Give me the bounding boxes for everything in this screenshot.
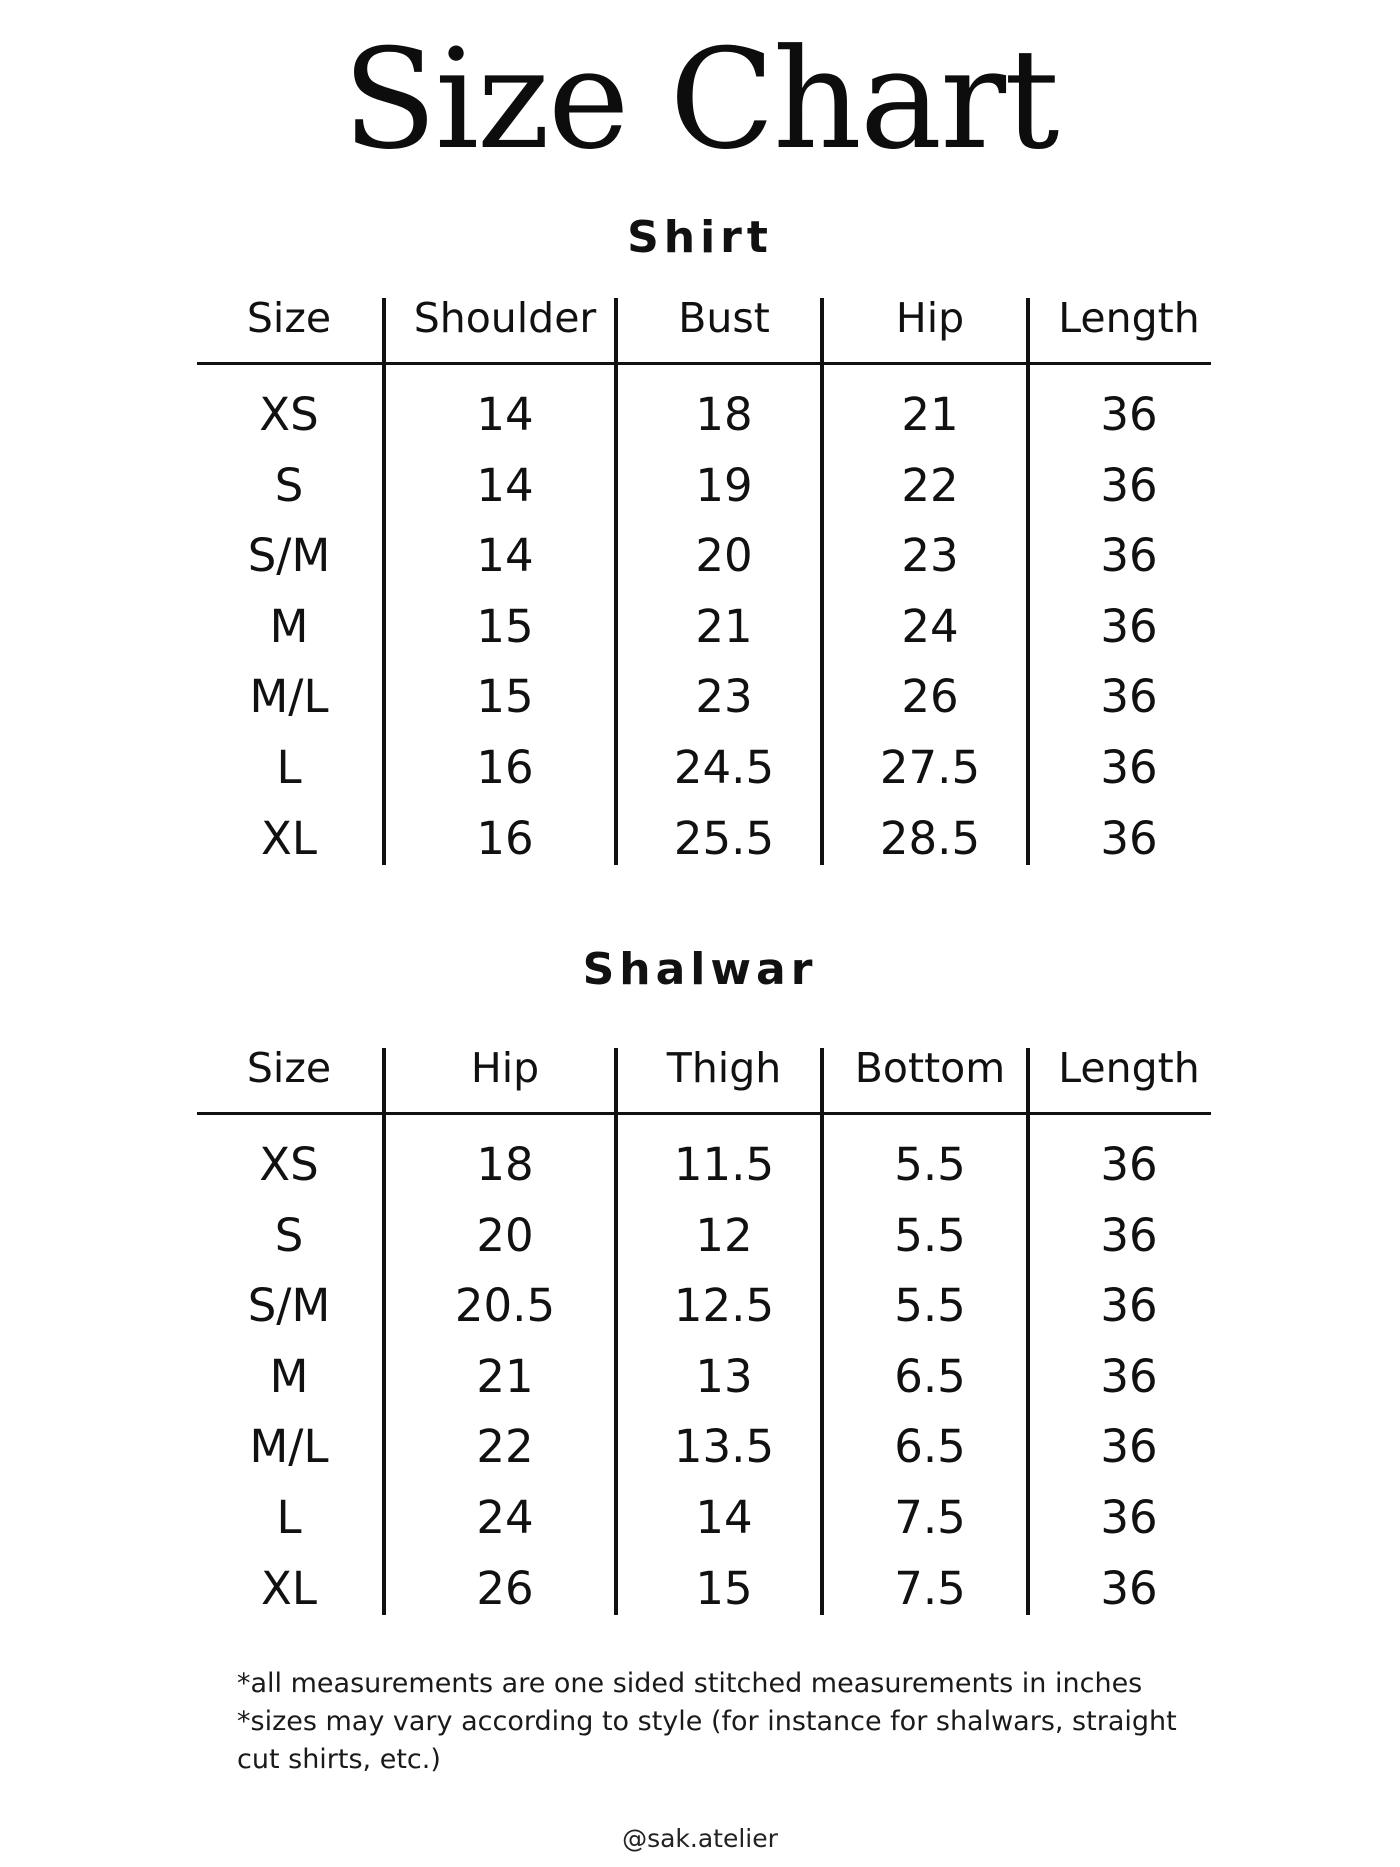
- table-cell: 36: [1100, 388, 1158, 441]
- column-header: Length: [1058, 1044, 1200, 1092]
- shalwar-section-title: Shalwar: [582, 944, 818, 995]
- table-cell: 36: [1100, 741, 1158, 794]
- note-line: *all measurements are one sided stitched measurements in inches: [237, 1668, 1143, 1699]
- table-cell: 7.5: [894, 1491, 966, 1544]
- table-cell: 13.5: [673, 1420, 775, 1474]
- table-cell: M/L: [249, 670, 329, 724]
- table-cell: 20.5: [454, 1279, 556, 1333]
- table-cell: 16: [476, 811, 534, 865]
- column-header: Shoulder: [413, 294, 597, 342]
- table-cell: M: [269, 1349, 309, 1403]
- table-cell: 36: [1100, 599, 1158, 653]
- table-cell: 36: [1100, 458, 1158, 512]
- note-line: *sizes may vary according to style (for instance for shalwars, straight cut shirts, etc.): [237, 1706, 1177, 1775]
- table-cell: 26: [476, 1561, 534, 1615]
- column-header: Bust: [678, 294, 770, 342]
- header-divider: [197, 362, 1211, 365]
- table-cell: 36: [1100, 1349, 1158, 1403]
- table-cell: 36: [1100, 1138, 1158, 1191]
- table-cell: 18: [695, 388, 753, 441]
- table-cell: 13: [695, 1349, 753, 1403]
- table-cell: L: [276, 1491, 302, 1544]
- table-cell: 12: [695, 1208, 753, 1262]
- table-cell: 14: [695, 1491, 753, 1544]
- column-header: Size: [246, 1044, 332, 1092]
- column-header: Bottom: [854, 1044, 1006, 1092]
- table-cell: 5.5: [894, 1279, 966, 1333]
- table-cell: 15: [695, 1561, 753, 1615]
- table-cell: L: [276, 741, 302, 794]
- table-cell: XL: [261, 811, 317, 865]
- table-cell: 6.5: [894, 1420, 966, 1474]
- table-cell: 36: [1100, 1491, 1158, 1544]
- table-cell: XS: [259, 1138, 319, 1191]
- table-cell: 15: [476, 599, 534, 653]
- table-cell: 36: [1100, 1279, 1158, 1333]
- table-cell: 36: [1100, 529, 1158, 583]
- table-cell: 16: [476, 741, 534, 794]
- table-cell: 27.5: [879, 741, 981, 794]
- table-cell: 26: [901, 670, 959, 724]
- table-cell: 25.5: [673, 811, 775, 865]
- table-cell: 5.5: [894, 1208, 966, 1262]
- table-cell: XS: [259, 388, 319, 441]
- table-cell: 12.5: [673, 1279, 775, 1333]
- table-cell: S/M: [247, 529, 331, 583]
- table-cell: M: [269, 599, 309, 653]
- table-cell: 20: [695, 529, 753, 583]
- table-cell: 5.5: [894, 1138, 966, 1191]
- table-cell: 22: [476, 1420, 534, 1474]
- column-header: Hip: [470, 1044, 540, 1092]
- table-cell: 28.5: [879, 811, 981, 865]
- table-cell: 36: [1100, 1561, 1158, 1615]
- table-cell: 14: [476, 458, 534, 512]
- table-cell: 24: [901, 599, 959, 653]
- table-cell: 36: [1100, 1420, 1158, 1474]
- table-cell: 11.5: [673, 1138, 775, 1191]
- table-cell: 18: [476, 1138, 534, 1191]
- table-cell: 24: [476, 1491, 534, 1544]
- table-cell: 7.5: [894, 1561, 966, 1615]
- table-cell: S: [274, 458, 304, 512]
- table-cell: 19: [695, 458, 753, 512]
- table-cell: 14: [476, 529, 534, 583]
- table-cell: 20: [476, 1208, 534, 1262]
- table-cell: 14: [476, 388, 534, 441]
- column-header: Thigh: [666, 1044, 782, 1092]
- table-cell: 21: [476, 1349, 534, 1403]
- table-cell: 36: [1100, 670, 1158, 724]
- table-cell: 24.5: [673, 741, 775, 794]
- column-header: Hip: [895, 294, 965, 342]
- table-cell: M/L: [249, 1420, 329, 1474]
- table-cell: 6.5: [894, 1349, 966, 1403]
- table-cell: 36: [1100, 1208, 1158, 1262]
- table-cell: 36: [1100, 811, 1158, 865]
- table-cell: 21: [695, 599, 753, 653]
- column-header: Size: [246, 294, 332, 342]
- measurement-notes: [237, 1665, 1227, 1779]
- table-cell: S: [274, 1208, 304, 1262]
- shirt-section-title: Shirt: [627, 212, 773, 263]
- table-cell: 23: [901, 529, 959, 583]
- table-cell: S/M: [247, 1279, 331, 1333]
- table-cell: 15: [476, 670, 534, 724]
- table-cell: 22: [901, 458, 959, 512]
- header-divider: [197, 1112, 1211, 1115]
- brand-handle: @sak.atelier: [622, 1824, 778, 1853]
- table-cell: 23: [695, 670, 753, 724]
- table-cell: 21: [901, 388, 959, 441]
- column-header: Length: [1058, 294, 1200, 342]
- table-cell: XL: [261, 1561, 317, 1615]
- page-title: Size Chart: [342, 19, 1058, 180]
